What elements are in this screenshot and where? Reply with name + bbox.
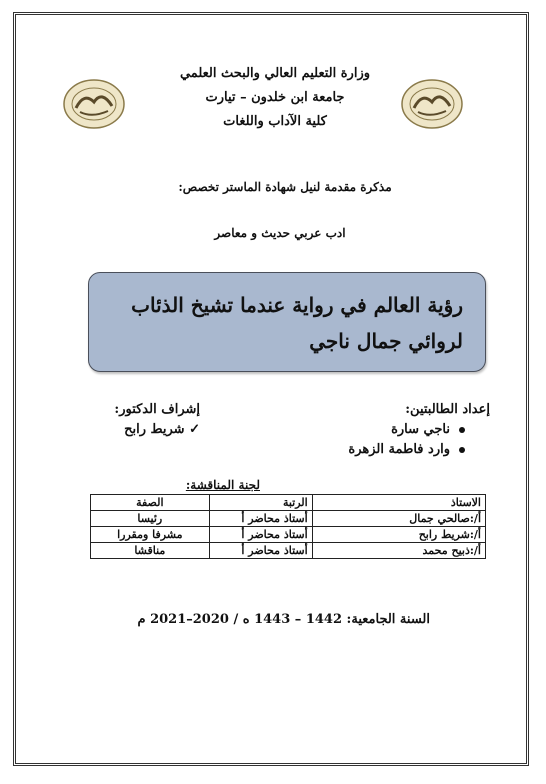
academic-year: السنة الجامعية: 1442 – 1443 ه / 2020–2021 م — [137, 612, 430, 627]
rank-cell: أستاذ محاضر أ — [209, 543, 312, 559]
thesis-title: رؤية العالم في رواية عندما تشيخ الذئاب لروائي جمال ناجي — [88, 272, 486, 372]
prepared-by-heading: إعداد الطالبتين: — [405, 402, 490, 417]
professor-cell: أ/:شريط رابح — [312, 527, 485, 543]
professor-cell: أ/:صالحي جمال — [312, 511, 485, 527]
column-header-rank: الرتبة — [209, 495, 312, 511]
student-name: وارد فاطمة الزهرة — [348, 442, 450, 457]
rank-cell: أستاذ محاضر أ — [209, 527, 312, 543]
student-item — [305, 442, 465, 457]
role-cell: مناقشا — [91, 543, 210, 559]
column-header-professor: الاستاذ — [312, 495, 485, 511]
institution-header — [150, 62, 400, 134]
supervisor-name: ✓ شريط رابح — [124, 422, 200, 437]
role-cell: مشرفا ومقررا — [91, 527, 210, 543]
table-header-row — [91, 495, 486, 511]
university-seal-icon — [62, 78, 126, 130]
faculty-name: كلية الآداب واللغات — [223, 114, 327, 129]
thesis-specialty: ادب عربي حديث و معاصر — [214, 226, 346, 240]
bullet-icon — [459, 427, 465, 433]
column-header-role: الصفة — [91, 495, 210, 511]
university-name: جامعة ابن خلدون – تيارت — [205, 90, 345, 105]
table-row — [91, 527, 486, 543]
table-row — [91, 543, 486, 559]
student-name: ناجي سارة — [391, 422, 450, 437]
rank-cell: أستاذ محاضر أ — [209, 511, 312, 527]
committee-table — [90, 494, 486, 559]
thesis-purpose: مذكرة مقدمة لنيل شهادة الماستر تخصص: — [178, 180, 392, 194]
table-row — [91, 511, 486, 527]
bullet-icon — [459, 447, 465, 453]
role-cell: رئيسا — [91, 511, 210, 527]
student-item — [305, 422, 465, 437]
ministry-name: وزارة التعليم العالي والبحث العلمي — [179, 66, 371, 81]
professor-cell: أ/:ذبيح محمد — [312, 543, 485, 559]
committee-heading: لجنة المناقشة: — [185, 478, 260, 492]
university-seal-icon — [400, 78, 464, 130]
supervisor-heading: إشراف الدكتور: — [114, 402, 200, 417]
